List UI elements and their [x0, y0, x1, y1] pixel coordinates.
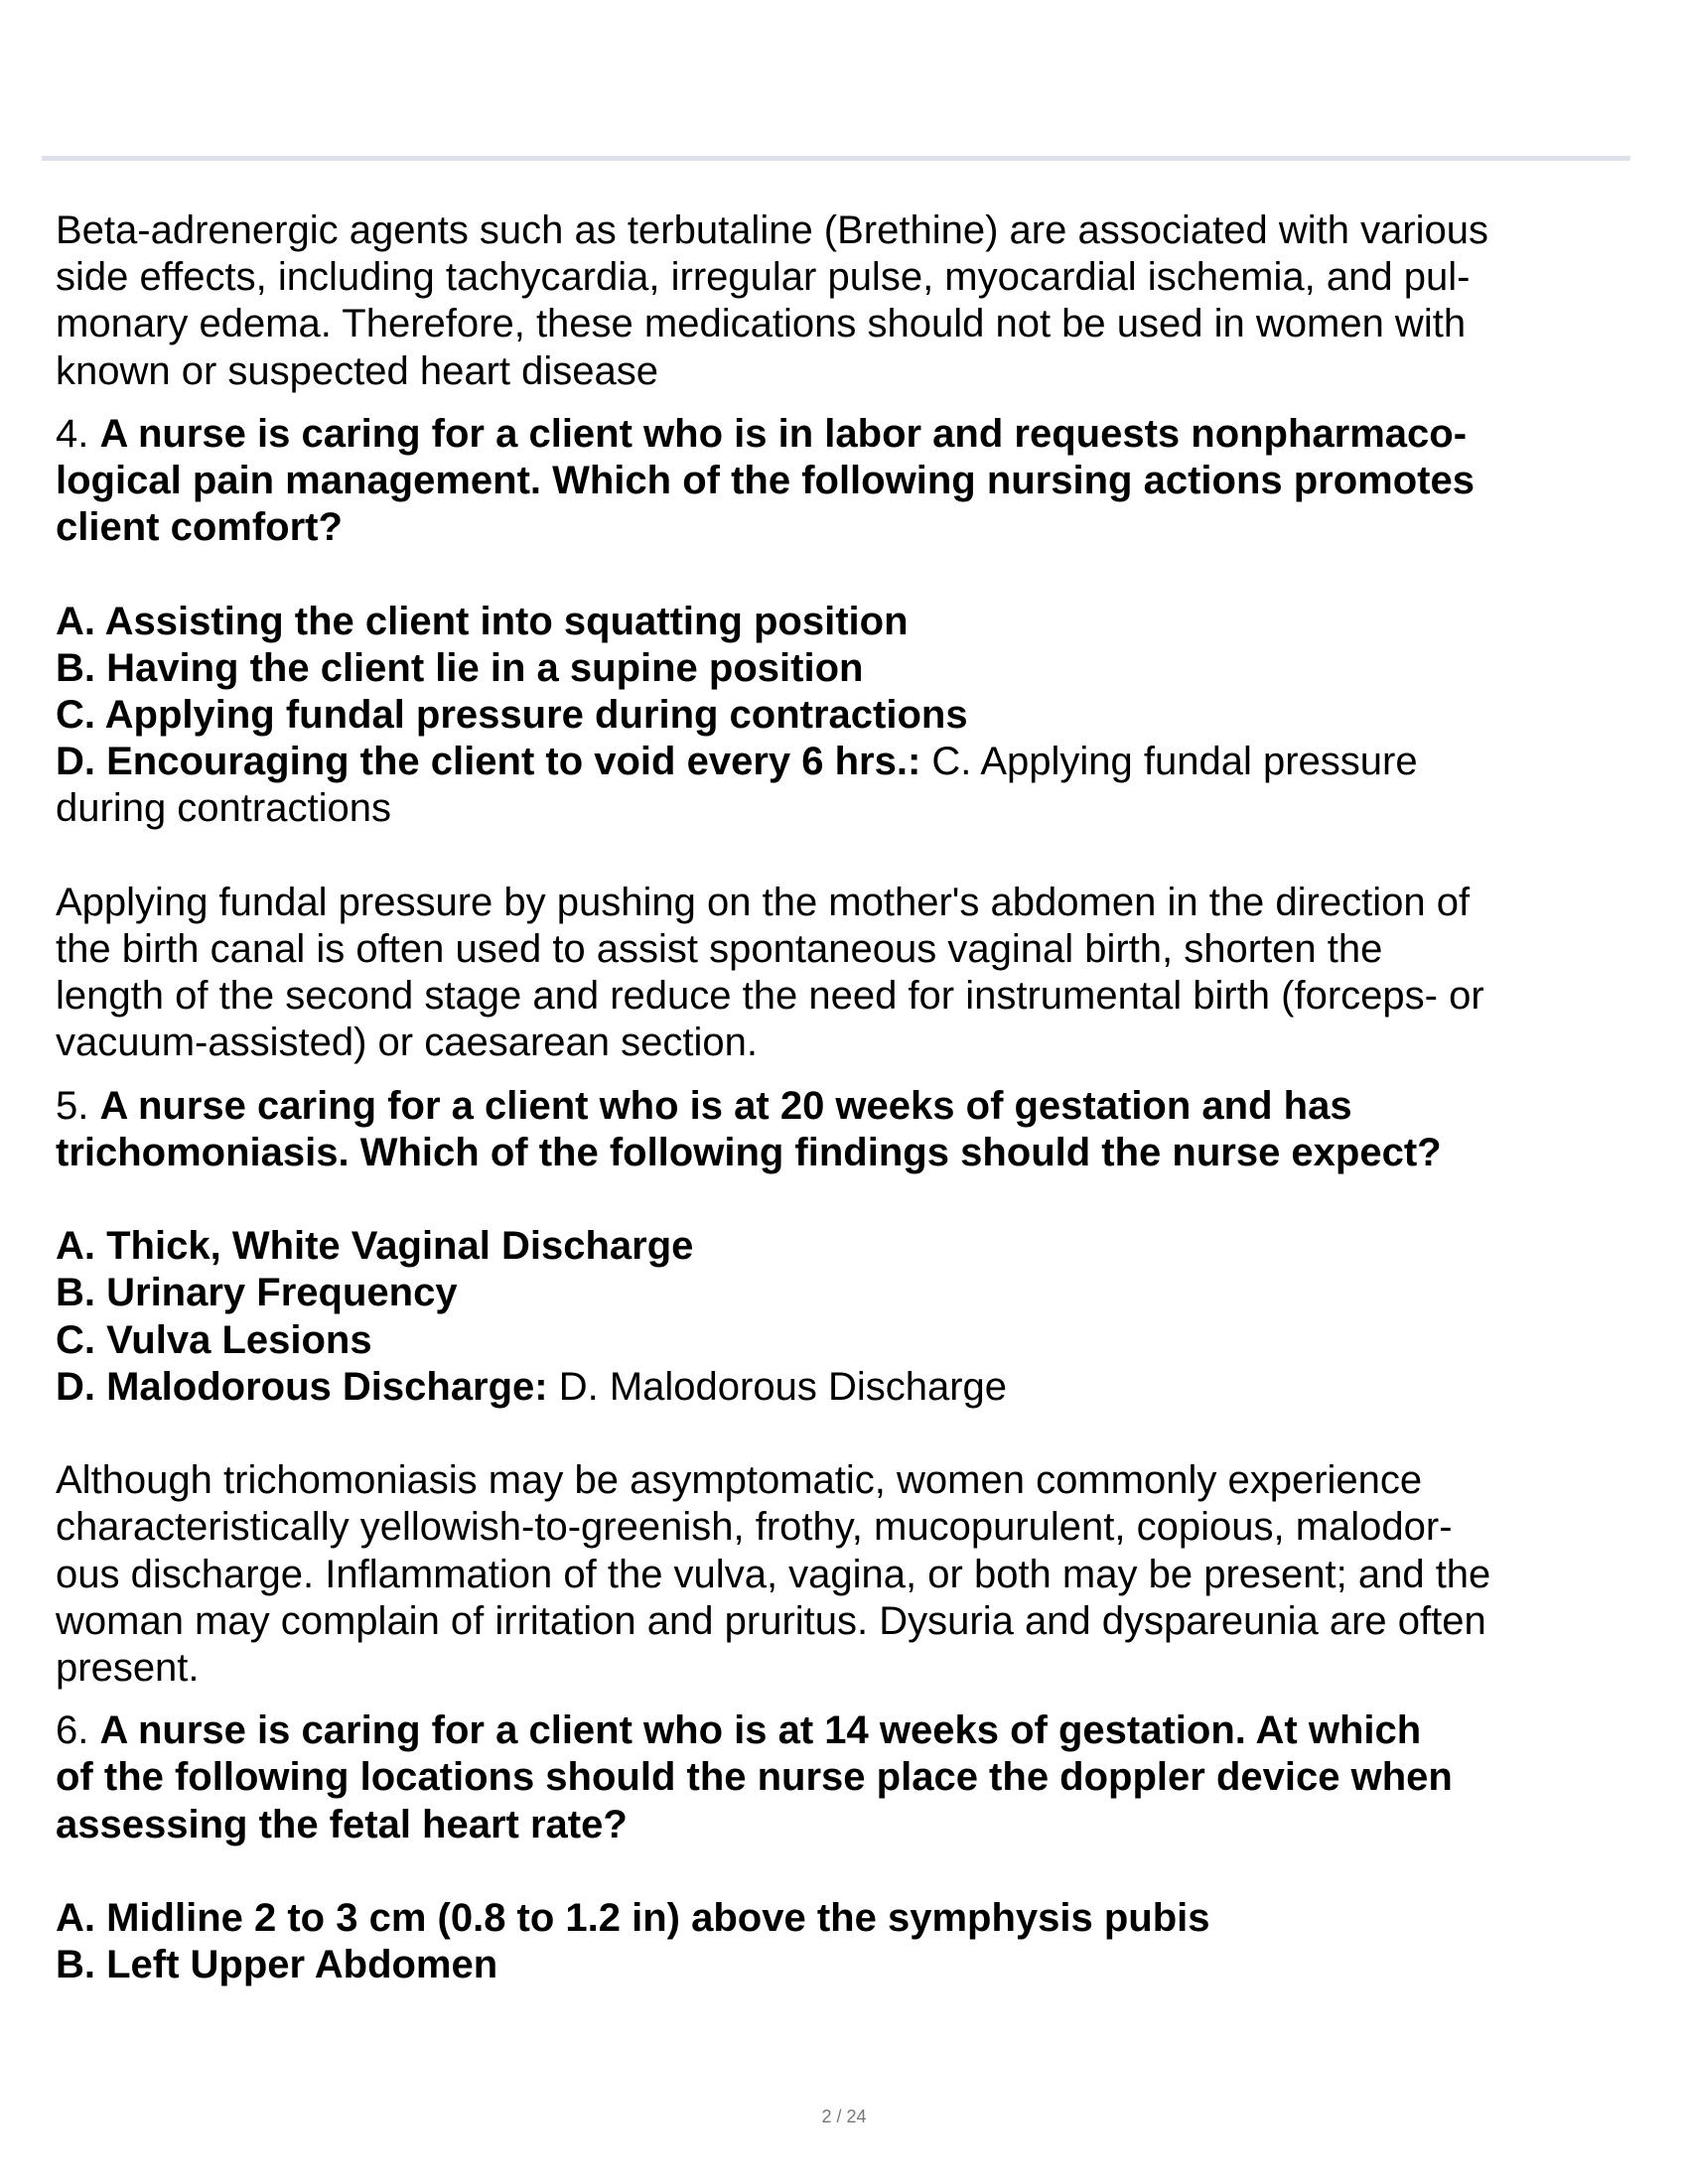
page-number: 2 / 24 — [821, 2107, 867, 2126]
explanation-line: woman may complain of irritation and pruritus. Dysuria and dyspareunia are often — [56, 1598, 1486, 1643]
question-number: 6. — [56, 1708, 89, 1753]
option-a: A. Thick, White Vaginal Discharge — [56, 1224, 694, 1269]
explanation-line: Although trichomoniasis may be asymptomatic, women commonly experience — [56, 1458, 1423, 1503]
option-d: D. Encouraging the client to void every 6 hrs.: — [56, 740, 921, 784]
page-content — [56, 207, 1644, 1988]
option-d: D. Malodorous Discharge: — [56, 1364, 548, 1409]
question-text: A nurse caring for a client who is at 20 weeks of gestation and has — [99, 1083, 1352, 1128]
prev-explanation — [56, 207, 1644, 395]
explanation-line: vacuum-assisted) or caesarean section. — [56, 1021, 758, 1065]
question-text: A nurse is caring for a client who is in labor and requests nonpharmaco- — [99, 411, 1468, 456]
text-line: known or suspected heart disease — [56, 348, 659, 393]
explanation-line: ous discharge. Inflammation of the vulva, vagina, or both may be present; and the — [56, 1552, 1491, 1596]
question-text: client comfort? — [56, 505, 343, 550]
explanation-line: length of the second stage and reduce the need for instrumental birth (forceps- or — [56, 974, 1484, 1019]
text-line: monary edema. Therefore, these medications should not be used in women with — [56, 302, 1467, 346]
question-number: 5. — [56, 1083, 89, 1128]
text-line: Beta-adrenergic agents such as terbutaline (Brethine) are associated with various — [56, 208, 1489, 252]
question-text: of the following locations should the nurse place the doppler device when — [56, 1755, 1453, 1800]
answer: C. Applying fundal pressure — [920, 740, 1418, 784]
question-number: 4. — [56, 411, 89, 456]
option-b: B. Urinary Frequency — [56, 1271, 458, 1315]
option-a: A. Midline 2 to 3 cm (0.8 to 1.2 in) above the symphysis pubis — [56, 1896, 1210, 1941]
question-text: A nurse is caring for a client who is at 14 weeks of gestation. At which — [99, 1708, 1422, 1753]
text-line: side effects, including tachycardia, irregular pulse, myocardial ischemia, and pul- — [56, 255, 1471, 300]
header-divider — [42, 156, 1630, 161]
explanation-line: present. — [56, 1646, 200, 1691]
answer: D. Malodorous Discharge — [547, 1364, 1008, 1409]
question-text: trichomoniasis. Which of the following findings should the nurse expect? — [56, 1130, 1442, 1174]
option-b: B. Left Upper Abdomen — [56, 1943, 498, 1987]
option-a: A. Assisting the client into squatting position — [56, 599, 909, 643]
question-6 — [56, 1707, 1644, 1988]
question-4 — [56, 411, 1644, 1067]
option-c: C. Applying fundal pressure during contractions — [56, 693, 968, 738]
question-text: assessing the fetal heart rate? — [56, 1802, 628, 1846]
question-text: logical pain management. Which of the following nursing actions promotes — [56, 459, 1475, 503]
explanation-line: characteristically yellowish-to-greenish, frothy, mucopurulent, copious, malodor- — [56, 1505, 1453, 1550]
option-c: C. Vulva Lesions — [56, 1317, 372, 1362]
option-b: B. Having the client lie in a supine position — [56, 645, 864, 690]
explanation-line: Applying fundal pressure by pushing on the mother's abdomen in the direction of — [56, 880, 1471, 924]
question-5 — [56, 1083, 1644, 1693]
explanation-line: the birth canal is often used to assist spontaneous vaginal birth, shorten the — [56, 927, 1383, 972]
answer-continued: during contractions — [56, 786, 391, 831]
